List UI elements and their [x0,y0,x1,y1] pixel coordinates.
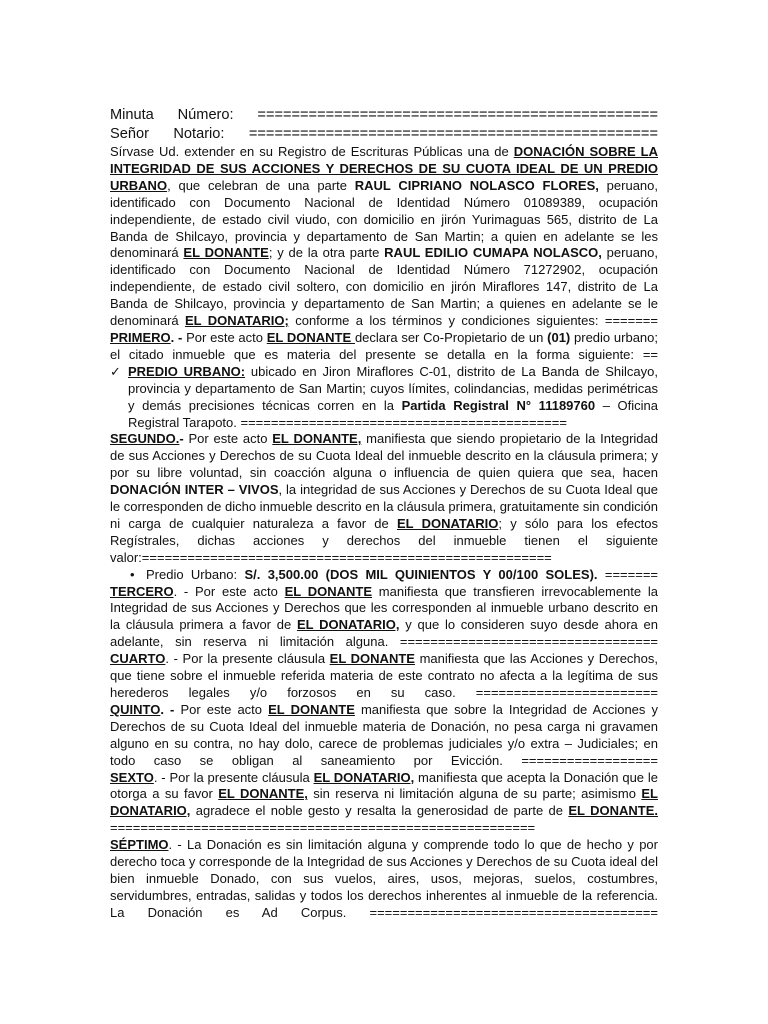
clause-label: SEXTO [110,769,154,785]
clause-text: , la integridad de sus Acciones y Derechos de su Cuota Ideal que le corresponden de dicho inmueble descrito en la cláusula primera, gratuitamente sin condición ni carga de cualquier naturaleza a favor de [110,482,659,531]
clause-dash: . - [160,701,175,717]
clause-text: . - Por la presente cláusula [165,651,330,667]
valor-text: ======= [597,566,658,582]
intro-text: conforme a los términos y condiciones siguientes: ======= [288,313,658,329]
clause-text: . - La Donación es sin limitación alguna y comprende todo lo que de hecho y por derecho toca y corresponde de la Integridad de sus Acciones y Derechos de su Cuota ideal del bien inmueble Donado, con sus vuelos, aires, usos, mejoras, suelos, costumbres, servidumbres, entradas, salidas y todos los derechos inherentes al inmueble de la referencia. La Donación es Ad Corpus. ====================================== [110,837,658,920]
clause-septimo [110,837,658,922]
bullet-icon: • [130,566,135,582]
el-donante-term: EL DONANTE, [272,431,362,447]
clause-text: manifiesta que las Acciones y Derechos, que tiene sobre el inmueble referida materia de este contrato no afecta a la legítima de sus herederos legales y/o forzosos en su caso. ======================== [110,651,659,700]
clause-primero [110,330,658,364]
minuta-fill: =============================================== [257,107,658,123]
clause-text: manifiesta que acepta la Donación que le otorga a su favor [110,769,659,802]
predio-text: – Oficina Registral Tarapoto. =========================================== [128,397,658,430]
clause-text: sin reserva ni limitación alguna de su parte; asimismo [307,786,642,802]
minuta-label: Minuta Número: [110,107,234,123]
intro-text: peruano, identificado con Documento Nacional de Identidad Número 71272902, ocupación independiente, de estado civil soltero, con domicilio en jirón Miraflores 147, distrito de La Banda de Shilcayo, provincia y departamento de San Martin; a quienes en adelante se le denominará [110,245,658,329]
clause-text: Por este acto [182,329,267,345]
document-page [110,106,658,922]
clause-quinto [110,702,658,770]
clause-text: manifiesta que sobre la Integridad de Acciones y Derechos de su Cuota Ideal del inmueble materia de Donación, no pesa carga ni gravamen alguno en su contra, no hay dolo, carece de problemas judiciales y/o extra – Judiciales; en todo caso se obligan al saneamiento por Evicción. ================== [110,701,658,768]
checkmark-icon: ✓ [110,363,121,379]
el-donatario-term: EL DONATARIO, [296,617,400,633]
clause-text: . - Por este acto [173,583,285,599]
el-donante-term: EL DONANTE [183,245,269,261]
intro-text: Sírvase Ud. extender en su Registro de Escrituras Públicas una de [110,144,514,159]
clause-label: QUINTO [110,701,161,717]
clause-text: manifiesta que siendo propietario de la Integridad de sus Acciones y Derechos de su Cuota Ideal del inmueble descrito en la cláusula primera; y por su libre voluntad, sin coacción alguna o influencia de quien quiera que sea, hacen [110,431,659,481]
el-donante-term: EL DONANTE [268,701,355,717]
notario-fill: ================================================ [248,126,658,142]
clause-text: agradece el noble gesto y resalta la generosidad de parte de [190,803,569,819]
clause-text: Por este acto [183,431,273,447]
clause-text: manifiesta que transfieren irrevocablemente la Integridad de sus Acciones y Derechos que les corresponden al inmueble urbano descrito en la cláusula primera a favor de [110,583,658,633]
el-donatario-term: EL DONATARIO, [110,786,658,819]
el-donante-term: EL DONANTE [284,583,373,599]
property-count: (01) [547,329,571,345]
valor-text: Predio Urbano: [146,566,245,582]
clause-label: CUARTO [110,651,166,667]
clause-label: SEGUNDO. [110,431,180,447]
el-donante-term: EL DONANTE [266,329,355,345]
clause-dash: . - [170,329,183,345]
el-donante-term: EL DONANTE. [568,803,658,819]
predio-item [110,364,658,432]
el-donante-term: EL DONANTE, [218,786,308,802]
el-donatario-term: EL DONATARIO [396,515,499,531]
el-donatario-term: EL DONATARIO, [313,769,415,785]
el-donante-term: EL DONANTE [329,651,415,667]
notario-header [110,125,658,144]
clause-label: SÉPTIMO [110,837,169,853]
intro-paragraph [110,144,658,330]
notario-label: Señor Notario: [110,126,225,142]
clause-label: PRIMERO [110,329,171,345]
clause-tercero [110,584,658,652]
intro-text: peruano, identificado con Documento Nacional de Identidad Número 01089389, ocupación independiente, de estado civil viudo, con domicilio en jirón Yurimaguas 565, distrito de La Banda de Shilcayo, provincia y departamento de San Martin; a quien en adelante se les denominará [110,177,658,261]
clause-dash: - [179,431,184,447]
valor-amount: S/. 3,500.00 (DOS MIL QUINIENTOS Y 00/100 SOLES). [244,566,598,582]
clause-sexto [110,770,658,838]
clause-label: TERCERO [110,583,174,599]
clause-cuarto [110,651,658,702]
donor-name: RAUL CIPRIANO NOLASCO FLORES, [354,177,599,193]
partida-registral: Partida Registral N° 11189760 [401,397,596,413]
clause-text: . - Por la presente cláusula [153,769,314,785]
clause-text: declara ser Co-Propietario de un [354,329,548,345]
predio-text: ubicado en Jiron Miraflores C-01, distrito de La Banda de Shilcayo, provincia y departamento de San Martin; cuyos límites, colindancias, medidas perimétricas y demás precisiones técnicas corren en la [128,363,658,413]
clause-text: ; y sólo para los efectos Regístrales, dichas acciones y derechos del inmueble tienen el siguiente valor:====================================================== [110,515,658,565]
valor-item [110,567,658,584]
predio-label: PREDIO URBANO: [128,363,246,379]
intro-text: ; y de la otra parte [268,245,385,261]
clause-text: ======================================================== [110,820,536,836]
clause-segundo [110,431,658,566]
minuta-header [110,106,658,125]
clause-text: predio urbano; el citado inmueble que es materia del presente se detalla en la forma siguiente: == [110,329,658,362]
donee-name: RAUL EDILIO CUMAPA NOLASCO, [384,245,602,261]
clause-text: y que lo consideren suyo desde ahora en adelante, sin reserva ni limitación alguna. ================================== [110,617,658,650]
contract-title: DONACIÓN SOBRE LA INTEGRIDAD DE SUS ACCIONES Y DERECHOS DE SU CUOTA IDEAL DE UN PREDIO URBANO [110,144,658,193]
intro-text: , que celebran de una parte [167,177,355,193]
clause-text: Por este acto [174,701,269,717]
donacion-type: DONACIÓN INTER – VIVOS [110,482,279,498]
el-donatario-term: EL DONATARIO; [185,313,289,329]
